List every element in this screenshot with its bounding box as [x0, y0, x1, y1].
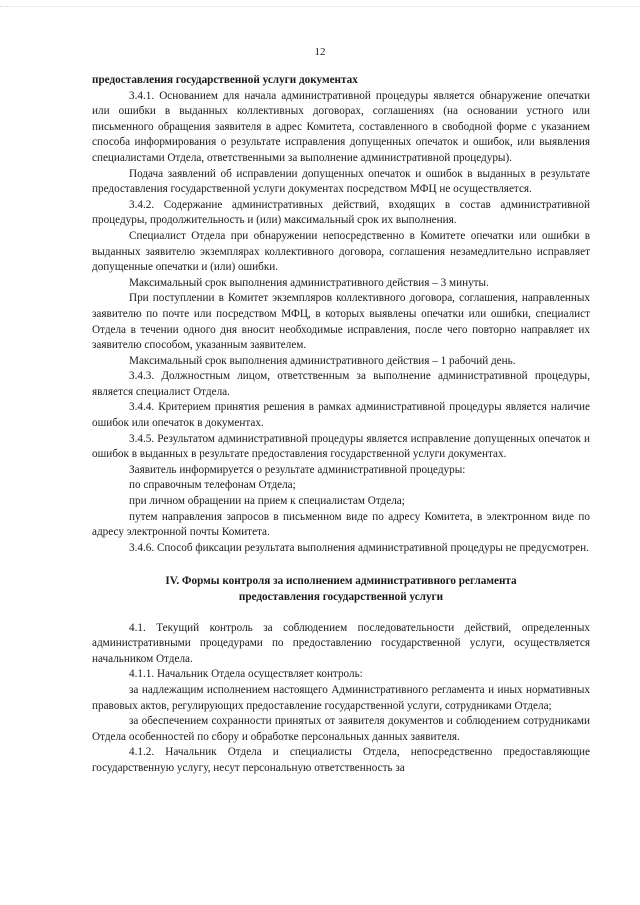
paragraph: предоставления государственной услуги документах: [92, 74, 358, 86]
section-heading-line-2: предоставления государственной услуги: [238, 591, 444, 603]
paragraph: по справочным телефонам Отдела;: [129, 479, 296, 492]
paragraph: 3.4.6. Способ фиксации результата выполнения административной процедуры не предусмотрен.: [129, 541, 589, 554]
paragraph: 4.1.2. Начальник Отдела и специалисты Отдела, непосредственно предоставляющие государственную услугу, несут персональную ответственность за: [92, 746, 590, 774]
paragraph: Максимальный срок выполнения административного действия – 1 рабочий день.: [129, 354, 516, 367]
paragraph: 3.4.3. Должностным лицом, ответственным за выполнение административной процедуры, является специалист Отдела.: [92, 370, 590, 398]
paragraph: Максимальный срок выполнения административного действия – 3 минуты.: [129, 276, 489, 289]
section-4-text: [92, 621, 590, 777]
paragraph: за обеспечением сохранности принятых от заявителя документов и соблюдением сотрудниками Отдела особенностей по сбору и обработке персональных данных заявителя.: [92, 715, 590, 743]
paragraph: 3.4.4. Критерием принятия решения в рамках административной процедуры является наличие ошибок или опечаток в документах.: [92, 401, 590, 430]
section-heading-line-1: IV. Формы контроля за исполнением административного регламента: [165, 575, 517, 588]
paragraph: 4.1.1. Начальник Отдела осуществляет контроль:: [129, 668, 363, 681]
paragraph: Подача заявлений об исправлении допущенных опечаток и ошибок в выданных в результате предоставления государственной услуги документах посредством МФЦ не осуществляется.: [92, 167, 590, 196]
document-body: [92, 73, 590, 777]
page-number: 12: [314, 46, 326, 58]
paragraph: 3.4.1. Основанием для начала административной процедуры является обнаружение опечатки или ошибки в выданных коллективных договорах, соглашениях (на основании устного или письменного обращения заявителя в адрес Комитета, составленного в свободной форме с указанием способа информирования о результате исправления допущенных опечаток и ошибок, или выявления специалистами Отдела, ответственными за выполнение административной процедуры).: [92, 89, 590, 164]
scan-top-edge: [0, 6, 640, 9]
paragraph: 4.1. Текущий контроль за соблюдением последовательности действий, определенных административными процедурами по предоставлению государственной услуги, осуществляется начальником Отдела.: [92, 621, 590, 665]
paragraph: при личном обращении на прием к специалистам Отдела;: [129, 495, 405, 508]
paragraph: путем направления запросов в письменном виде по адресу Комитета, в электронном виде по адресу электронной почты Комитета.: [92, 510, 590, 539]
paragraph: за надлежащим исполнением настоящего Административного регламента и иных нормативных правовых актов, регулирующих предоставление государственной услуги, сотрудниками Отдела;: [92, 683, 590, 712]
paragraph: При поступлении в Комитет экземпляров коллективного договора, соглашения, направленных заявителю по почте или посредством МФЦ, в которых выявлены опечатки или ошибки, специалист Отдела в течении одного дня вносит необходимые исправления, после чего повторно направляет их заявителю способом, указанным заявителем.: [92, 292, 590, 352]
paragraph: Заявитель информируется о результате административной процедуры:: [129, 463, 466, 476]
section-3-4-text: [92, 73, 590, 556]
section-heading: [92, 574, 590, 605]
paragraph: Специалист Отдела при обнаружении непосредственно в Комитете опечатки или ошибки в выданных заявителю экземплярах коллективного договора, соглашения незамедлительно исправляет допущенные опечатки и (или) ошибки.: [92, 229, 590, 274]
paragraph: 3.4.5. Результатом административной процедуры является исправление допущенных опечаток и ошибок в выданных в результате предоставления государственной услуги документах.: [92, 432, 590, 461]
paragraph: 3.4.2. Содержание административных действий, входящих в состав административной процедуры, продолжительность и (или) максимальный срок их выполнения.: [92, 198, 590, 227]
